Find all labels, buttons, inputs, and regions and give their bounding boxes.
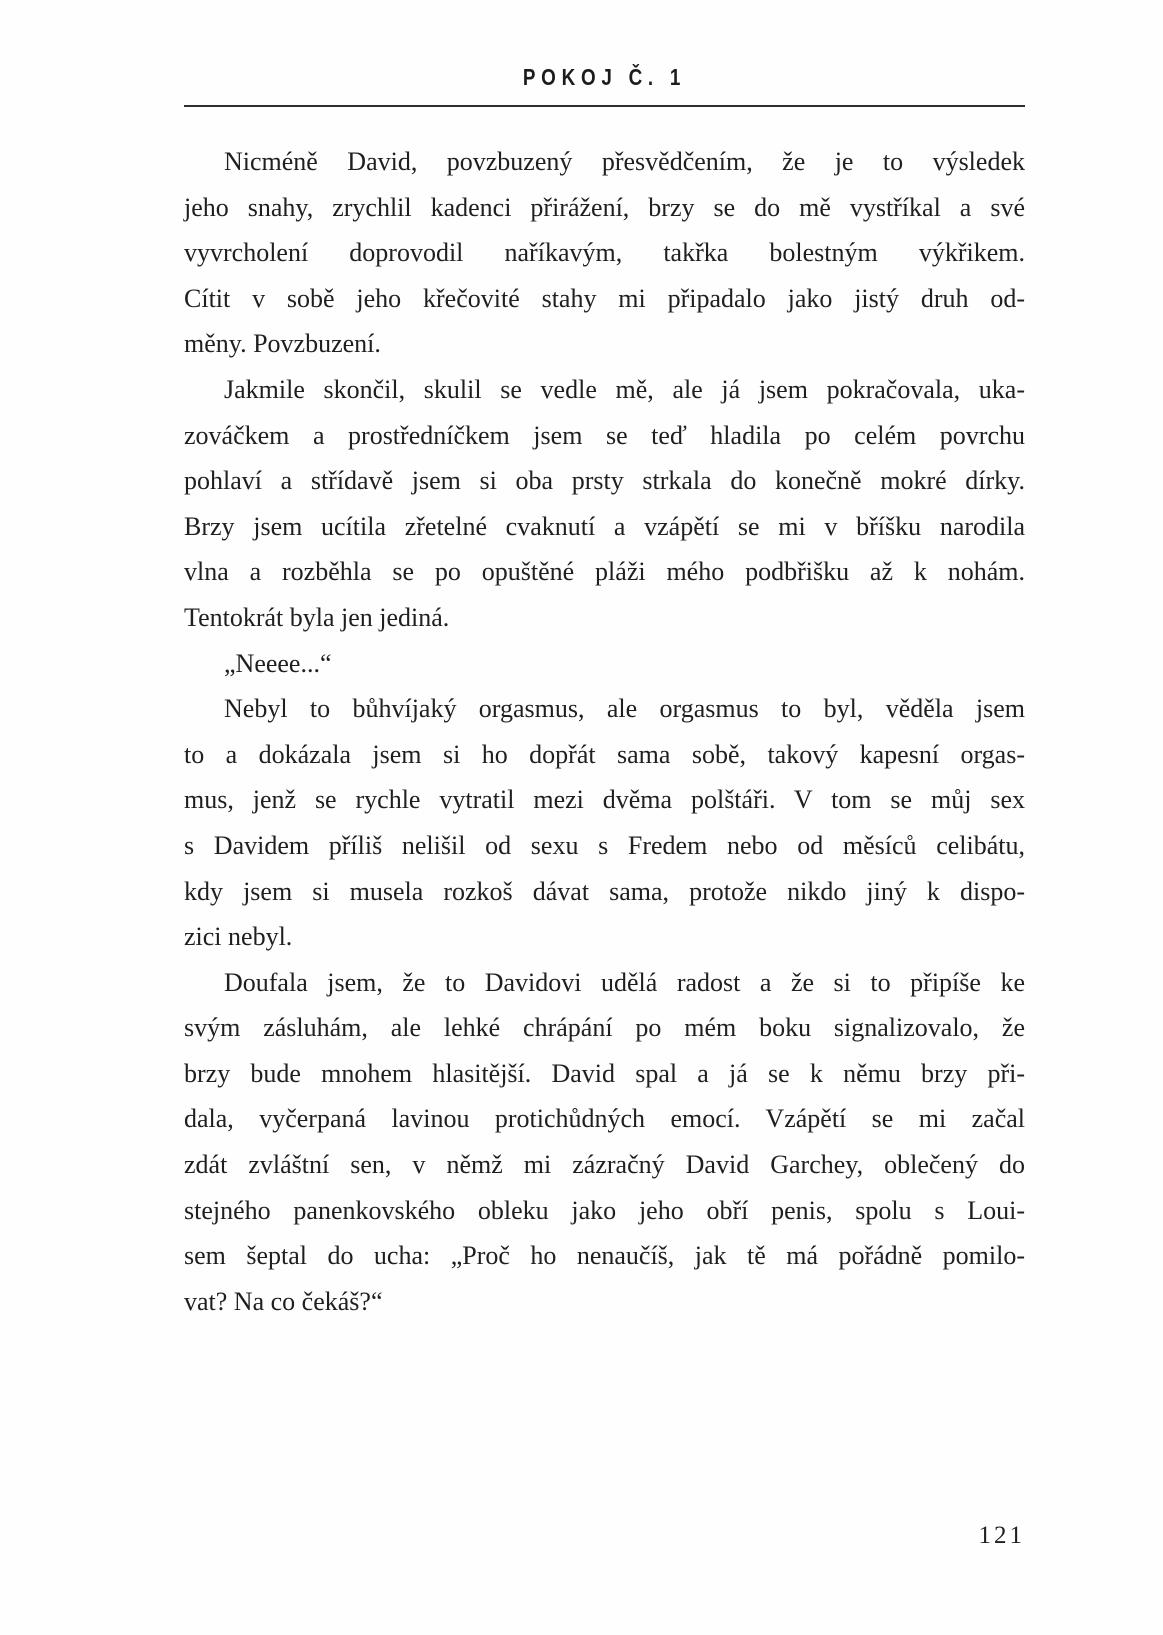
text-line: zováčkem a prostředníčkem jsem se teď hladila po celém povrchu xyxy=(184,420,1025,450)
text-line: Jakmile skončil, skulil se vedle mě, ale já jsem pokračovala, uka- xyxy=(224,374,1025,404)
text-line: zdát zvláštní sen, v němž mi zázračný David Garchey, oblečený do xyxy=(184,1150,1025,1180)
text-line: měny. Povzbuzení. xyxy=(184,329,381,359)
text-line: s Davidem příliš nelišil od sexu s Fredem nebo od měsíců celibátu, xyxy=(184,830,1025,860)
header-divider xyxy=(184,105,1025,107)
paragraph xyxy=(184,641,1025,687)
text-line: brzy bude mnohem hlasitější. David spal a já se k němu brzy při- xyxy=(184,1058,1025,1088)
text-line: Cítit v sobě jeho křečovité stahy mi připadalo jako jistý druh od- xyxy=(184,283,1025,313)
page-number: 121 xyxy=(978,1522,1025,1549)
text-line: dala, vyčerpaná lavinou protichůdných emocí. Vzápětí se mi začal xyxy=(184,1104,1025,1134)
text-line: Tentokrát byla jen jediná. xyxy=(184,602,450,632)
text-line: sem šeptal do ucha: „Proč ho nenaučíš, jak tě má pořádně pomilo- xyxy=(184,1241,1025,1271)
text-line: vat? Na co čekáš?“ xyxy=(184,1286,383,1316)
text-line: svým zásluhám, ale lehké chrápání po mém boku signalizovalo, že xyxy=(184,1013,1025,1043)
text-line: zici nebyl. xyxy=(184,922,293,952)
paragraph xyxy=(184,686,1025,960)
text-line: Doufala jsem, že to Davidovi udělá radost a že si to připíše ke xyxy=(224,967,1025,997)
text-line: stejného panenkovského obleku jako jeho obří penis, spolu s Loui- xyxy=(184,1195,1025,1225)
text-line: jeho snahy, zrychlil kadenci přirážení, brzy se do mě vystříkal a své xyxy=(184,192,1025,222)
text-line: kdy jsem si musela rozkoš dávat sama, protože nikdo jiný k dispo- xyxy=(184,876,1025,906)
text-line: Nebyl to bůhvíjaký orgasmus, ale orgasmus to byl, věděla jsem xyxy=(224,694,1025,724)
text-line: „Neeee...“ xyxy=(224,648,332,678)
text-line: mus, jenž se rychle vytratil mezi dvěma polštáři. V tom se můj sex xyxy=(184,785,1025,815)
text-line: pohlaví a střídavě jsem si oba prsty strkala do konečně mokré dírky. xyxy=(184,466,1025,496)
text-line: Brzy jsem ucítila zřetelné cvaknutí a vzápětí se mi v bříšku narodila xyxy=(184,511,1025,541)
running-header: POKOJ Č. 1 xyxy=(522,64,687,90)
paragraph xyxy=(184,139,1025,367)
paragraph xyxy=(184,367,1025,641)
body-text xyxy=(184,139,1025,1324)
text-line: Nicméně David, povzbuzený přesvědčením, že je to výsledek xyxy=(224,147,1025,176)
text-line: to a dokázala jsem si ho dopřát sama sobě, takový kapesní orgas- xyxy=(184,739,1025,769)
paragraph xyxy=(184,960,1025,1325)
text-line: vyvrcholení doprovodil naříkavým, takřka bolestným výkřikem. xyxy=(184,238,1025,268)
text-line: vlna a rozběhla se po opuštěné pláži mého podbřišku až k nohám. xyxy=(184,557,1025,587)
